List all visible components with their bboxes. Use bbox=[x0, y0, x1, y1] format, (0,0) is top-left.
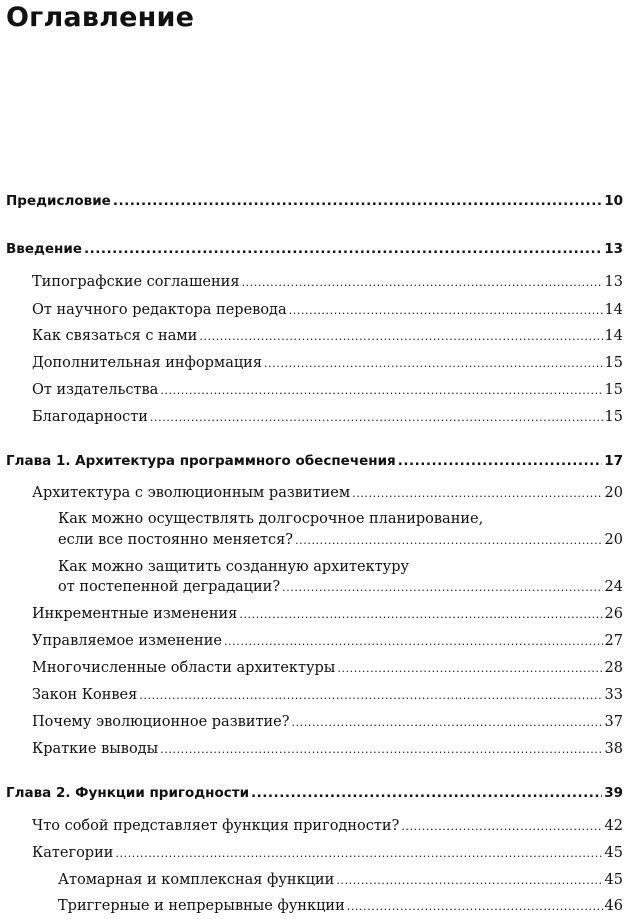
toc-page-number: 14 bbox=[604, 302, 623, 318]
toc-entry-label: Предисловие bbox=[6, 193, 111, 209]
toc-leader-dots bbox=[282, 581, 602, 594]
toc-entry-label: Почему эволюционное развитие? bbox=[32, 714, 290, 730]
toc-entry-label: Закон Конвея bbox=[32, 687, 138, 703]
toc-leader-dots bbox=[84, 241, 602, 257]
toc-entry-label: Как связаться с нами bbox=[32, 328, 198, 344]
toc-entry[interactable] bbox=[32, 328, 623, 344]
toc-leader-dots bbox=[295, 534, 602, 547]
toc-page-number: 46 bbox=[604, 898, 623, 914]
toc-entry[interactable] bbox=[32, 382, 623, 398]
toc-leader-dots bbox=[347, 900, 603, 913]
toc-entry-label: От издательства bbox=[32, 382, 159, 398]
toc-page-number: 38 bbox=[604, 741, 623, 757]
toc-page-number: 20 bbox=[604, 485, 623, 501]
toc-entry[interactable] bbox=[32, 274, 623, 290]
toc-page-number: 15 bbox=[604, 382, 623, 398]
toc-page-number: 42 bbox=[604, 818, 623, 834]
toc-page-number: 45 bbox=[604, 845, 623, 861]
toc-entry-label-line1: Как можно осуществлять долгосрочное планирование, bbox=[58, 511, 484, 527]
page-title: Оглавление bbox=[6, 2, 195, 33]
toc-leader-dots bbox=[401, 820, 602, 833]
toc-leader-dots bbox=[115, 847, 602, 860]
toc-page-number: 15 bbox=[604, 355, 623, 371]
toc-page-number: 26 bbox=[604, 606, 623, 622]
toc-leader-dots bbox=[160, 384, 602, 397]
toc-entry-preface[interactable] bbox=[6, 193, 623, 209]
toc-page-number: 27 bbox=[604, 633, 623, 649]
toc-entry-label: Управляемое изменение bbox=[32, 633, 222, 649]
toc-entry[interactable] bbox=[32, 485, 623, 501]
toc-entry-label: Благодарности bbox=[32, 409, 148, 425]
toc-entry[interactable] bbox=[32, 633, 623, 649]
toc-entry-label: если все постоянно меняется? bbox=[58, 532, 294, 548]
toc-leader-dots bbox=[239, 608, 602, 621]
toc-leader-dots bbox=[398, 453, 602, 469]
toc-entry-label: От научного редактора перевода bbox=[32, 302, 287, 318]
toc-entry[interactable] bbox=[32, 606, 623, 622]
toc-entry[interactable] bbox=[58, 898, 623, 914]
toc-page-number: 13 bbox=[604, 274, 623, 290]
toc-leader-dots bbox=[264, 357, 603, 370]
toc-leader-dots bbox=[150, 411, 603, 424]
toc-entry-chapter-1[interactable] bbox=[6, 453, 623, 469]
toc-page-number: 28 bbox=[604, 660, 623, 676]
toc-entry-label: Краткие выводы bbox=[32, 741, 159, 757]
toc-entry-label: Архитектура с эволюционным развитием bbox=[32, 485, 351, 501]
toc-page-number: 45 bbox=[604, 872, 623, 888]
toc-leader-dots bbox=[224, 635, 603, 648]
toc-entry[interactable] bbox=[32, 660, 623, 676]
toc-leader-dots bbox=[139, 689, 602, 702]
toc-entry-label: Категории bbox=[32, 845, 114, 861]
toc-entry[interactable] bbox=[32, 818, 623, 834]
toc-entry[interactable] bbox=[32, 687, 623, 703]
toc-leader-dots bbox=[241, 276, 602, 289]
toc-page-number: 13 bbox=[604, 241, 623, 257]
toc-page-number: 15 bbox=[604, 409, 623, 425]
toc-entry-label: Инкрементные изменения bbox=[32, 606, 238, 622]
toc-entry-label: Дополнительная информация bbox=[32, 355, 262, 371]
toc-leader-dots bbox=[337, 662, 602, 675]
toc-entry[interactable] bbox=[32, 714, 623, 730]
toc-entry[interactable] bbox=[58, 579, 623, 595]
toc-entry-label-line1: Как можно защитить созданную архитектуру bbox=[58, 559, 410, 575]
toc-leader-dots bbox=[336, 874, 602, 887]
toc-entry-chapter-2[interactable] bbox=[6, 785, 623, 801]
toc-page-number: 10 bbox=[604, 193, 623, 209]
toc-page-number: 14 bbox=[604, 328, 623, 344]
toc-entry[interactable] bbox=[32, 845, 623, 861]
toc-leader-dots bbox=[289, 304, 603, 317]
toc-page-number: 24 bbox=[604, 579, 623, 595]
toc-page-number: 20 bbox=[604, 532, 623, 548]
toc-page-number: 37 bbox=[604, 714, 623, 730]
toc-page-number: 17 bbox=[604, 453, 623, 469]
toc-leader-dots bbox=[199, 330, 602, 343]
toc-page-number: 33 bbox=[604, 687, 623, 703]
toc-entry-label: Введение bbox=[6, 241, 82, 257]
toc-entry[interactable] bbox=[32, 302, 623, 318]
toc-entry[interactable] bbox=[58, 872, 623, 888]
toc-entry-label: Что собой представляет функция пригодности? bbox=[32, 818, 400, 834]
toc-entry-label: Глава 1. Архитектура программного обеспечения bbox=[6, 453, 396, 469]
toc-entry[interactable] bbox=[32, 355, 623, 371]
toc-leader-dots bbox=[160, 743, 602, 756]
toc-entry-label: Атомарная и комплексная функции bbox=[58, 872, 335, 888]
toc-leader-dots bbox=[251, 785, 602, 801]
toc-page-number: 39 bbox=[604, 785, 623, 801]
toc-leader-dots bbox=[113, 193, 602, 209]
toc-entry[interactable] bbox=[32, 409, 623, 425]
toc-entry-label: от постепенной деградации? bbox=[58, 579, 281, 595]
toc-entry-label: Глава 2. Функции пригодности bbox=[6, 785, 250, 801]
toc-leader-dots bbox=[352, 487, 602, 500]
toc-entry-introduction[interactable] bbox=[6, 241, 623, 257]
toc-entry[interactable] bbox=[58, 532, 623, 548]
toc-leader-dots bbox=[291, 716, 602, 729]
toc-entry-label: Типографские соглашения bbox=[32, 274, 240, 290]
toc-entry-label: Триггерные и непрерывные функции bbox=[58, 898, 345, 914]
toc-entry-label: Многочисленные области архитектуры bbox=[32, 660, 336, 676]
toc-entry[interactable] bbox=[32, 741, 623, 757]
